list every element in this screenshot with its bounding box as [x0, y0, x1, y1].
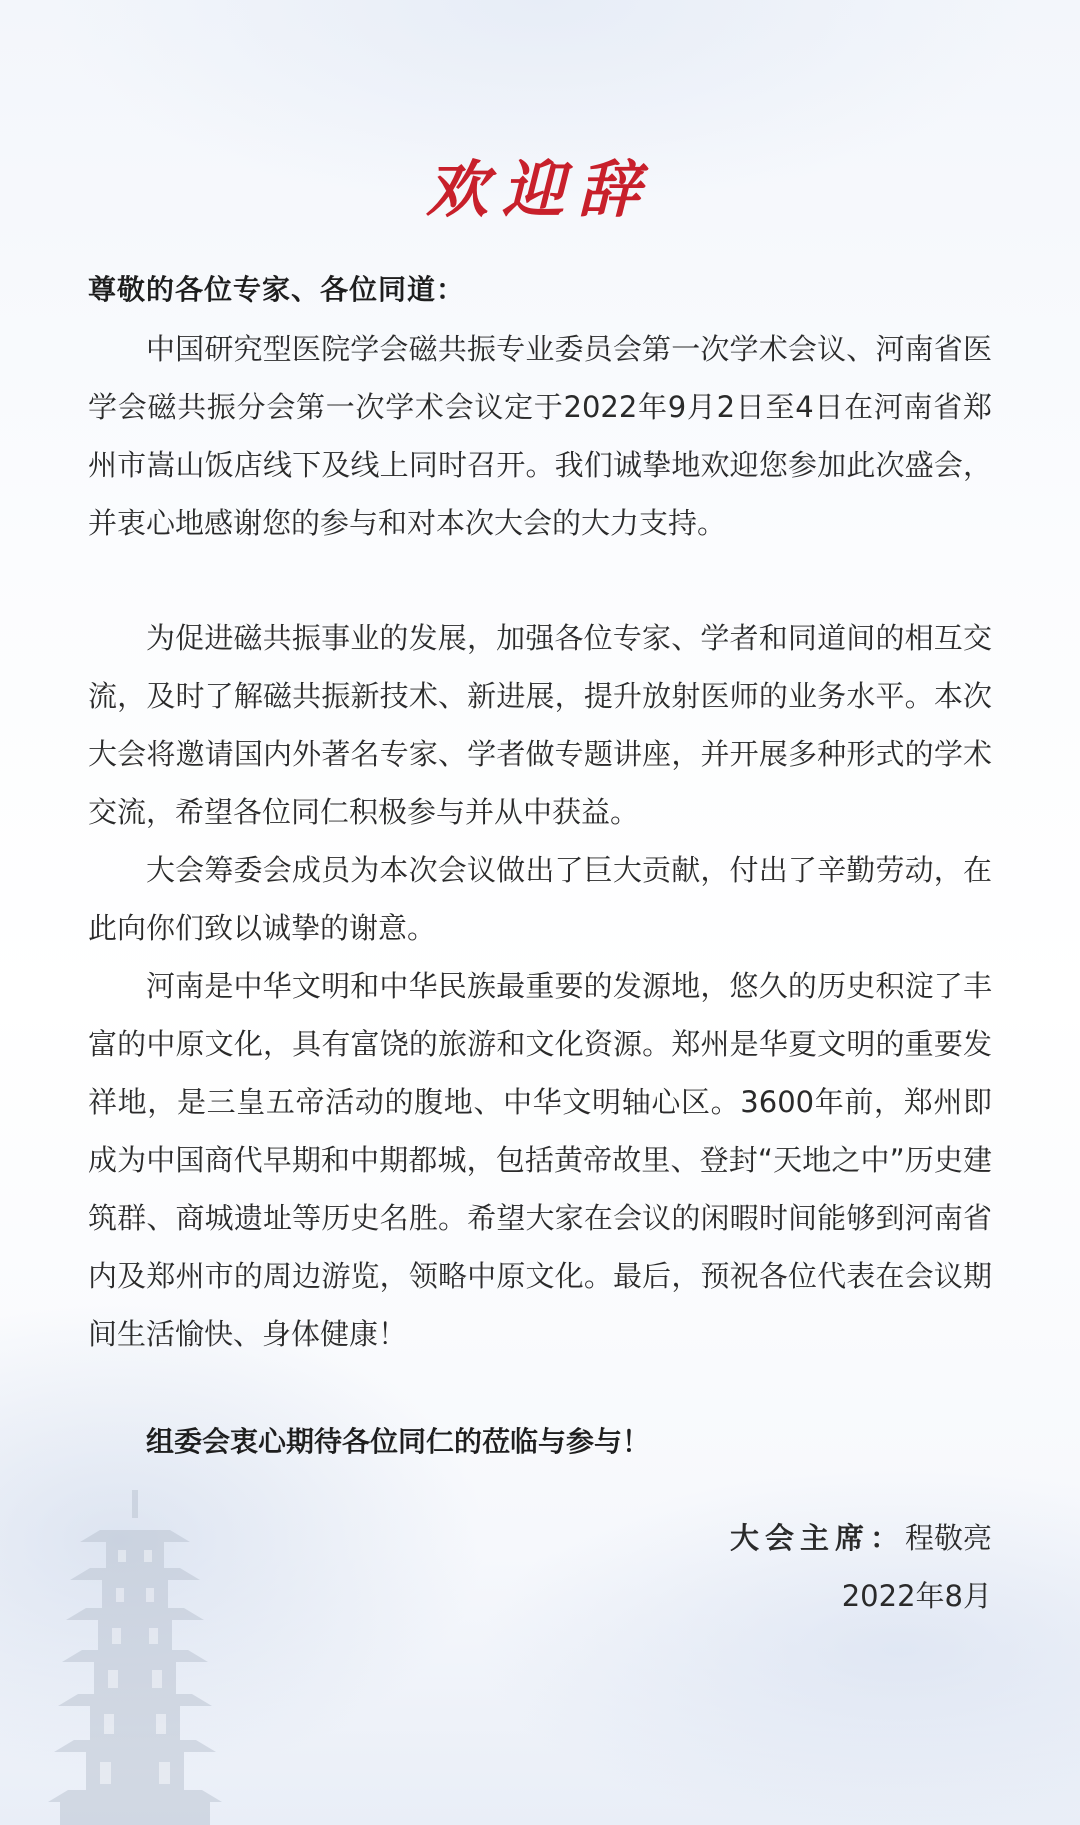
signature-label: 大会主席：	[729, 1521, 905, 1555]
paragraph-4: 河南是中华文明和中华民族最重要的发源地，悠久的历史积淀了丰富的中原文化，具有富饶的旅游和文化资源。郑州是华夏文明的重要发祥地，是三皇五帝活动的腹地、中华文明轴心区。3600年前，郑州即成为中国商代早期和中期都城，包括黄帝故里、登封“天地之中”历史建筑群、商城遗址等历史名胜。希望大家在会议的闲暇时间能够到河南省内及郑州市的周边游览，领略中原文化。最后，预祝各位代表在会议期间生活愉快、身体健康！	[88, 969, 992, 1351]
signature-date: 2022年8月	[841, 1579, 992, 1613]
closing-line: 组委会衷心期待各位同仁的莅临与参与！	[146, 1425, 651, 1458]
signature	[730, 1516, 992, 1557]
signature-name: 程敬亮	[904, 1521, 992, 1555]
pagoda-illustration	[40, 1490, 230, 1825]
paragraph-1: 中国研究型医院学会磁共振专业委员会第一次学术会议、河南省医学会磁共振分会第一次学术会议定于2022年9月2日至4日在河南省郑州市嵩山饭店线下及线上同时召开。我们诚挚地欢迎您参加此次盛会，并衷心地感谢您的参与和对本次大会的大力支持。	[88, 332, 992, 540]
paragraph-3: 大会筹委会成员为本次会议做出了巨大贡献，付出了辛勤劳动，在此向你们致以诚挚的谢意。	[88, 853, 992, 945]
salutation: 尊敬的各位专家、各位同道：	[88, 273, 466, 306]
page-title: 欢迎辞	[425, 153, 654, 226]
paragraph-2: 为促进磁共振事业的发展，加强各位专家、学者和同道间的相互交流，及时了解磁共振新技术、新进展，提升放射医师的业务水平。本次大会将邀请国内外著名专家、学者做专题讲座，并开展多种形式的学术交流，希望各位同仁积极参与并从中获益。	[88, 621, 992, 829]
